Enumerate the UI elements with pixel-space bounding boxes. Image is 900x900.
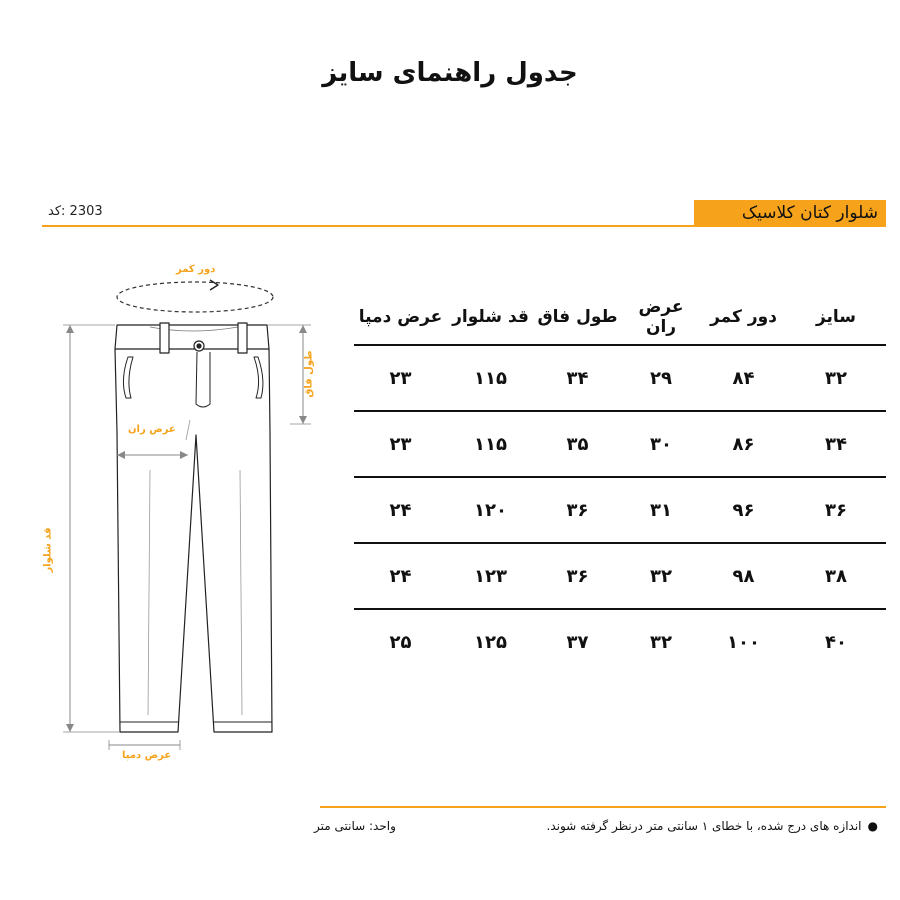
thigh-label: عرض ران <box>128 424 176 435</box>
pants-outline <box>115 349 272 732</box>
table-cell: ۲۴ <box>354 477 447 543</box>
table-cell: ۳۲ <box>621 543 701 609</box>
table-header-row <box>354 290 886 345</box>
table-cell: ۳۶ <box>534 477 621 543</box>
table-cell: ۸۶ <box>701 411 786 477</box>
table-cell: ۲۵ <box>389 631 412 653</box>
table-cell: ۱۱۵ <box>447 411 534 477</box>
waist-label: دور کمر <box>176 264 216 275</box>
table-cell: ۱۲۵ <box>474 631 507 653</box>
table-cell: ۳۲ <box>786 345 886 411</box>
product-name-tab: شلوار کتان کلاسیک <box>694 200 886 226</box>
table-cell: ۳۱ <box>621 477 701 543</box>
thigh-arrow-left-icon <box>117 451 125 459</box>
tolerance-note <box>547 819 879 833</box>
table-cell: ۲۴ <box>354 543 447 609</box>
column-header: عرض ران <box>621 290 701 345</box>
belt-loop <box>160 323 169 353</box>
table-row <box>354 411 886 477</box>
table-cell: ۴۰ <box>825 631 847 653</box>
length-arrow-bottom-icon <box>66 724 74 732</box>
left-pocket <box>123 357 133 398</box>
size-table <box>354 290 886 674</box>
table-cell: ۱۲۰ <box>447 477 534 543</box>
table-row <box>354 477 886 543</box>
table-cell: ۹۸ <box>701 543 786 609</box>
table-cell: ۳۶ <box>786 477 886 543</box>
length-label: قد شلوار <box>42 527 54 573</box>
rise-label: طول فاق <box>303 350 315 398</box>
table-cell: ۳۲ <box>650 631 672 653</box>
column-header: عرض دمپا <box>354 290 447 345</box>
product-code-label: کد: <box>48 204 66 219</box>
table-cell: ۸۴ <box>701 345 786 411</box>
table-cell: ۳۶ <box>534 543 621 609</box>
table-cell: ۳۰ <box>621 411 701 477</box>
belt-loop <box>238 323 247 353</box>
rise-arrow-bottom-icon <box>299 416 307 424</box>
column-header: دور کمر <box>701 290 786 345</box>
bullet-icon: ● <box>867 819 878 833</box>
table-cell: ۳۴ <box>786 411 886 477</box>
table-cell: ۲۳ <box>354 411 447 477</box>
waist-arrow-icon <box>210 280 218 290</box>
hem-label: عرض دمپا <box>122 750 172 761</box>
table-cell: ۳۴ <box>534 345 621 411</box>
length-arrow-top-icon <box>66 325 74 333</box>
table-row <box>354 609 886 674</box>
right-pocket <box>254 357 263 398</box>
unit-note: واحد: سانتی متر <box>314 819 396 833</box>
table-cell: ۲۳ <box>354 345 447 411</box>
column-header: طول فاق <box>534 290 621 345</box>
footer-divider <box>320 806 886 808</box>
rise-arrow-top-icon <box>299 325 307 333</box>
table-cell: ۳۷ <box>566 631 589 653</box>
table-row <box>354 543 886 609</box>
pants-fly <box>196 352 210 407</box>
page-title: جدول راهنمای سایز <box>322 58 578 88</box>
table-cell: ۲۹ <box>621 345 701 411</box>
product-code-value: 2303 <box>69 204 103 219</box>
table-cell: ۳۵ <box>534 411 621 477</box>
table-cell: ۱۰۰ <box>727 631 760 653</box>
column-header: قد شلوار <box>447 290 534 345</box>
table-cell: ۱۱۵ <box>447 345 534 411</box>
column-header: سایز <box>786 290 886 345</box>
table-cell: ۳۸ <box>786 543 886 609</box>
thigh-arrow-right-icon <box>180 451 188 459</box>
table-row <box>354 345 886 411</box>
table-cell: ۹۶ <box>701 477 786 543</box>
tolerance-note-text: اندازه های درج شده، با خطای ۱ سانتی متر درنظر گرفته شوند. <box>546 819 862 833</box>
waist-measure-ellipse <box>117 282 273 312</box>
table-cell: ۱۲۳ <box>447 543 534 609</box>
